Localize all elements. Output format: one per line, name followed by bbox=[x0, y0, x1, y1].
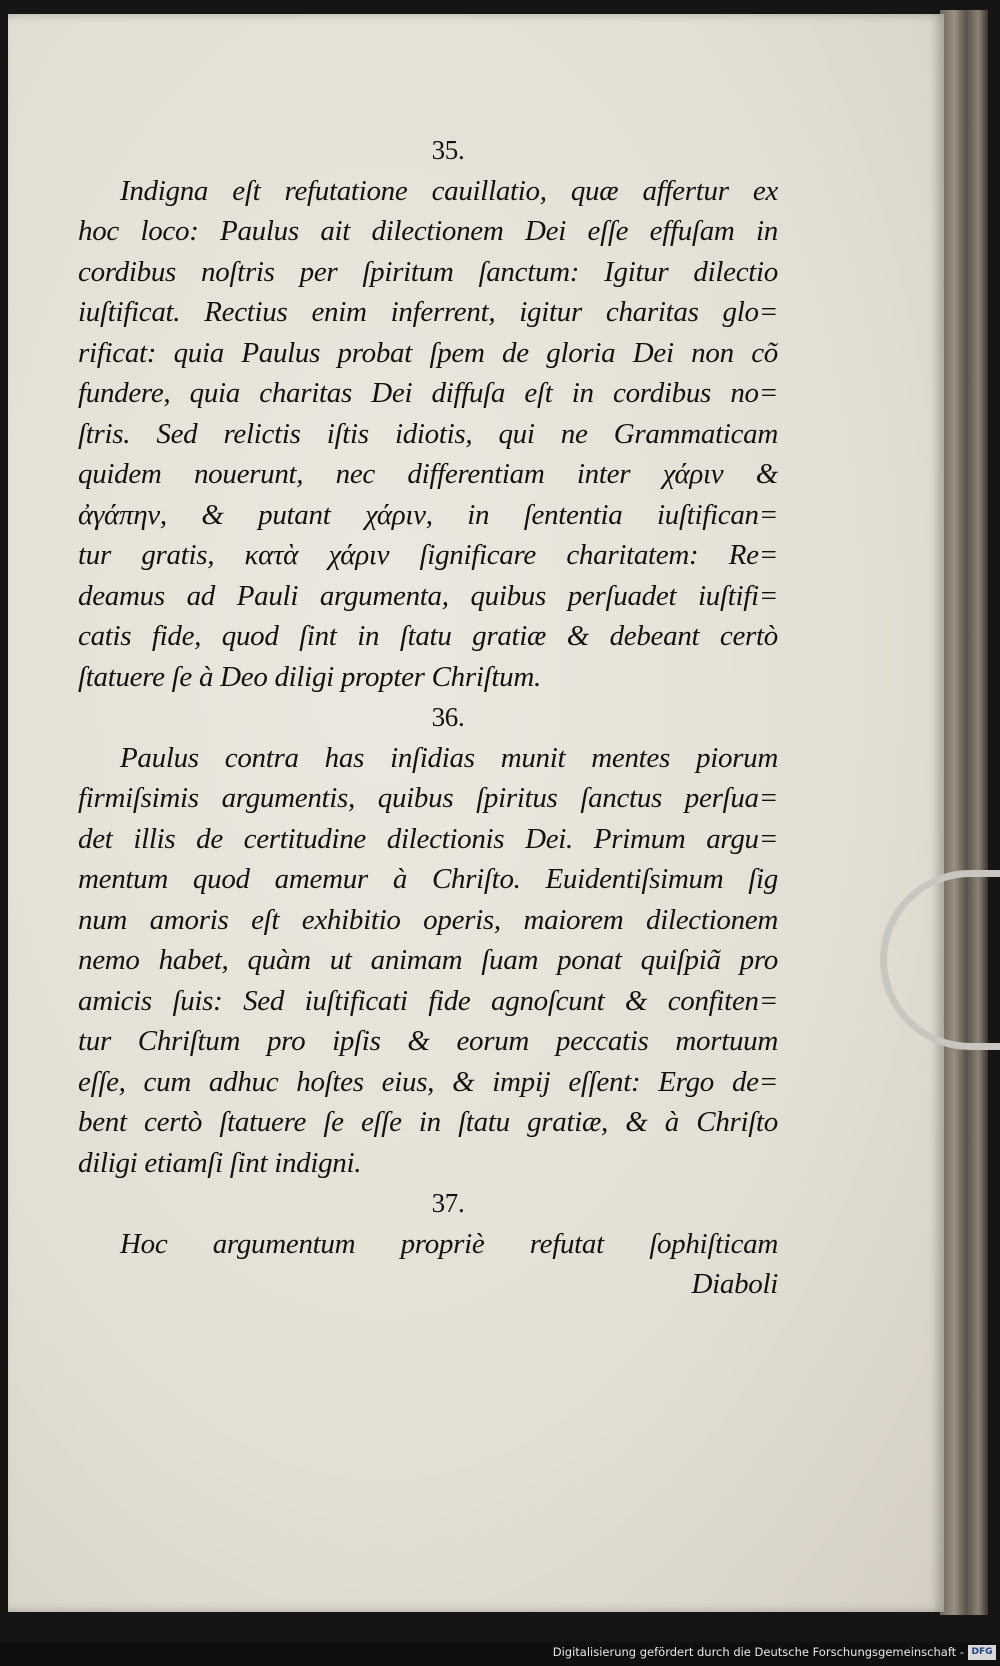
text-line: cordibus noſtris per ſpiritum ſanctum: Igitur dilectio bbox=[78, 255, 778, 288]
text-line: iuſtificat. Rectius enim inferrent, igitur charitas glo= bbox=[78, 296, 778, 328]
dfg-logo-icon: DFG bbox=[968, 1645, 996, 1660]
funding-credit: Digitalisierung gefördert durch die Deutsche Forschungsgemeinschaft - bbox=[552, 1645, 964, 1659]
text-line: hoc loco: Paulus ait dilectionem Dei eſſe effuſam in bbox=[78, 215, 778, 247]
text-line: rificat: quia Paulus probat ſpem de gloria Dei non cõ bbox=[78, 336, 778, 369]
section-number-36: 36. bbox=[431, 702, 465, 732]
text-line: bent certò ſtatuere ſe eſſe in ſtatu gratiæ, & à Chriſto bbox=[78, 1106, 778, 1138]
catchword: Diaboli bbox=[691, 1268, 778, 1300]
text-line: amicis ſuis: Sed iuſtificati fide agnoſcunt & confiten= bbox=[78, 984, 778, 1017]
text-line: ſtatuere ſe à Deo diligi propter Chriſtum. bbox=[78, 660, 541, 693]
section-number-37: 37. bbox=[431, 1188, 465, 1218]
text-line: Indigna eſt refutatione cauillatio, quæ affertur ex bbox=[120, 174, 778, 207]
footer-bar bbox=[0, 1642, 1000, 1666]
text-line: deamus ad Pauli argumenta, quibus perſuadet iuſtifi= bbox=[78, 579, 778, 612]
text-line: mentum quod amemur à Chriſto. Euidentiſsimum ſig bbox=[78, 863, 778, 895]
text-line: ſtris. Sed relictis iſtis idiotis, qui ne Grammaticam bbox=[78, 417, 778, 450]
text-line: ἀγάπην, & putant χάριν, in ſententia iuſtifican= bbox=[78, 498, 778, 531]
text-line: tur Chriſtum pro ipſis & eorum peccatis mortuum bbox=[78, 1025, 778, 1057]
text-line: Paulus contra has inſidias munit mentes piorum bbox=[120, 741, 778, 774]
text-line: num amoris eſt exhibitio operis, maiorem dilectionem bbox=[78, 903, 778, 936]
page-text bbox=[78, 130, 778, 1305]
text-line: fundere, quia charitas Dei diffuſa eſt in cordibus no= bbox=[78, 377, 778, 409]
text-line: nemo habet, quàm ut animam ſuam ponat quiſpiã pro bbox=[78, 944, 778, 976]
text-line: firmiſsimis argumentis, quibus ſpiritus ſanctus perſua= bbox=[78, 782, 778, 814]
text-line: tur gratis, κατὰ χάριν ſignificare charitatem: Re= bbox=[78, 539, 778, 571]
text-line: det illis de certitudine dilectionis Dei. Primum argu= bbox=[78, 822, 778, 855]
text-line: eſſe, cum adhuc hoſtes eius, & impij eſſent: Ergo de= bbox=[78, 1065, 778, 1098]
text-line: diligi etiamſi ſint indigni. bbox=[78, 1146, 362, 1179]
text-line: Hoc argumentum propriè refutat ſophiſticam bbox=[120, 1227, 778, 1260]
section-number-35: 35. bbox=[431, 135, 465, 165]
text-line: quidem nouerunt, nec differentiam inter χάριν & bbox=[78, 458, 778, 490]
page-stack-edge bbox=[940, 10, 988, 1615]
text-line: catis fide, quod ſint in ſtatu gratiæ & debeant certò bbox=[78, 620, 778, 652]
